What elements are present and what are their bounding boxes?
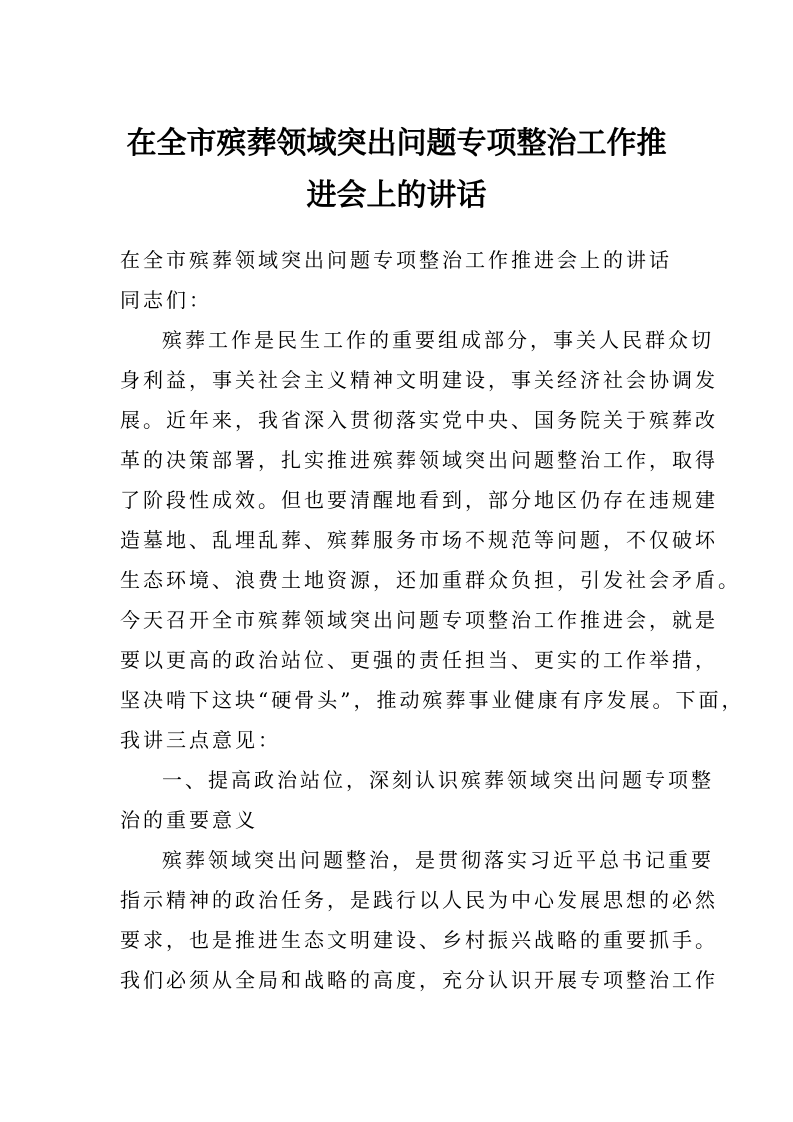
body-line: 了阶段性成效。但也要清醒地看到，部分地区仍存在违规建	[120, 488, 718, 512]
body-line: 同志们：	[120, 288, 212, 312]
body-line: 要求，也是推进生态文明建设、乡村振兴战略的重要抓手。	[120, 928, 718, 952]
title-line-1: 在全市殡葬领域突出问题专项整治工作推	[126, 126, 667, 161]
body-line: 今天召开全市殡葬领域突出问题专项整治工作推进会，就是	[120, 608, 718, 632]
body-line: 造墓地、乱埋乱葬、殡葬服务市场不规范等问题，不仅破坏	[120, 528, 718, 552]
document-body	[120, 240, 745, 1000]
body-line: 我讲三点意见：	[120, 728, 281, 752]
body-line: 身利益，事关社会主义精神文明建设，事关经济社会协调发	[120, 368, 718, 392]
document-title	[100, 118, 693, 222]
body-line: 治的重要意义	[120, 808, 258, 832]
body-line: 一、提高政治站位，深刻认识殡葬领域突出问题专项整	[162, 768, 714, 792]
body-line: 生态环境、浪费土地资源，还加重群众负担，引发社会矛盾。	[120, 568, 741, 592]
body-line: 殡葬工作是民生工作的重要组成部分，事关人民群众切	[162, 328, 714, 352]
body-line: 展。近年来，我省深入贯彻落实党中央、国务院关于殡葬改	[120, 408, 718, 432]
body-line: 我们必须从全局和战略的高度，充分认识开展专项整治工作	[120, 968, 718, 992]
body-line: 指示精神的政治任务，是践行以人民为中心发展思想的必然	[120, 888, 718, 912]
body-line: 殡葬领域突出问题整治，是贯彻落实习近平总书记重要	[162, 848, 714, 872]
body-line: 革的决策部署，扎实推进殡葬领域突出问题整治工作，取得	[120, 448, 718, 472]
title-line-2: 进会上的讲话	[306, 178, 487, 213]
body-line: 在全市殡葬领域突出问题专项整治工作推进会上的讲话	[120, 248, 672, 272]
body-line: 坚决啃下这块“硬骨头”，推动殡葬事业健康有序发展。下面，	[120, 688, 745, 712]
body-line: 要以更高的政治站位、更强的责任担当、更实的工作举措，	[120, 648, 718, 672]
